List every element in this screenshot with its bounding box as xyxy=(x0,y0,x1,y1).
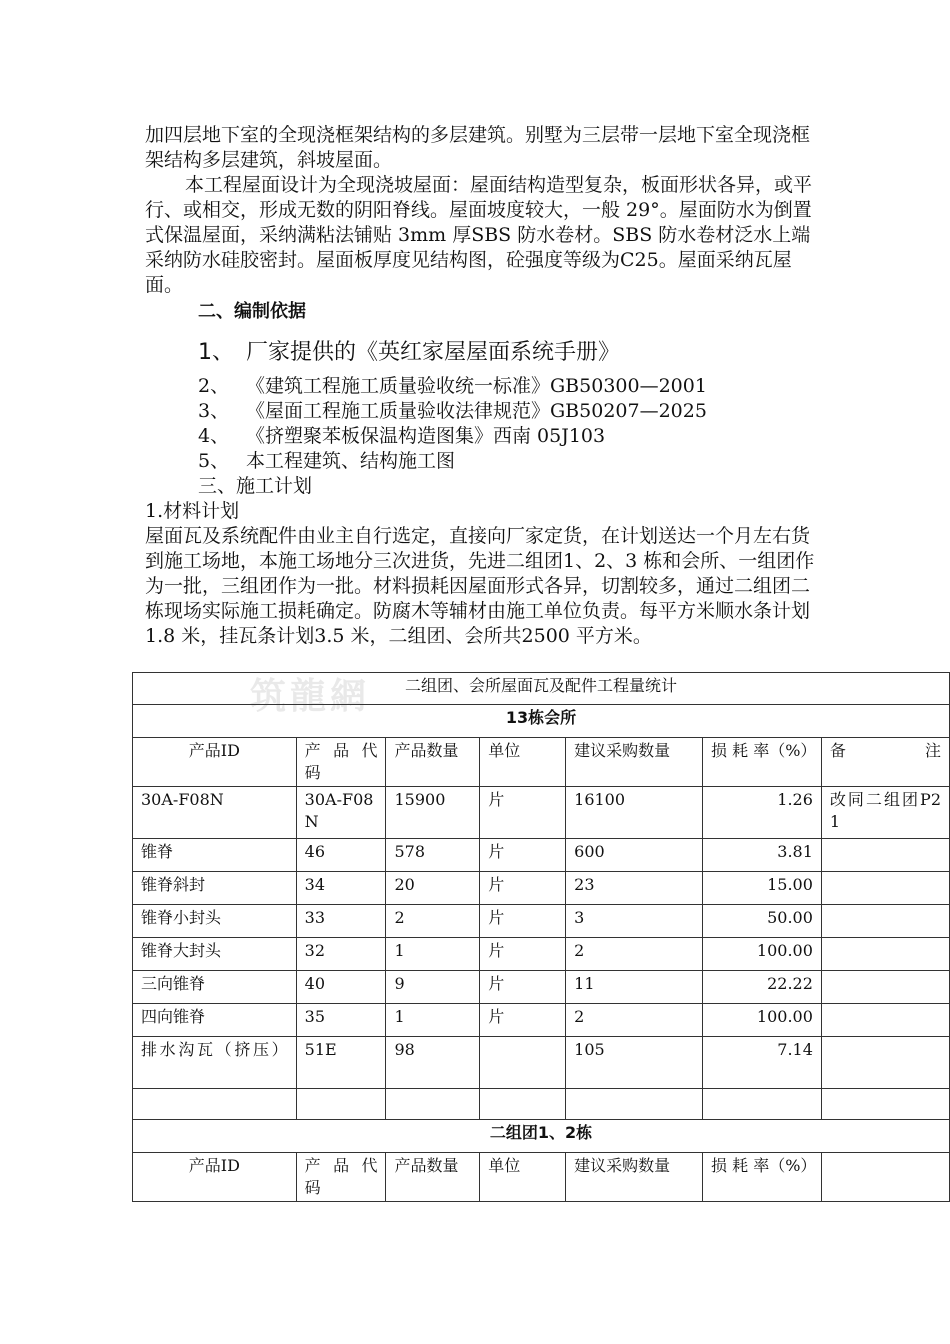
table-cell: 578 xyxy=(386,839,480,872)
table-cell: 22.22 xyxy=(703,971,822,1004)
basis-item-text: 厂家提供的《英红家屋屋面系统手册》 xyxy=(246,340,621,365)
table-cell: 锥脊大封头 xyxy=(133,938,297,971)
section-heading-plan: 三、施工计划 xyxy=(198,475,313,497)
column-header: 建议采购数量 xyxy=(566,1153,703,1202)
table-title-row xyxy=(133,673,950,705)
table-cell: 片 xyxy=(480,787,566,839)
column-header: 产 品 代码 xyxy=(296,738,386,787)
basis-item-text: 本工程建筑、结构施工图 xyxy=(246,450,456,472)
table-cell: 35 xyxy=(296,1004,386,1037)
table-cell xyxy=(821,839,949,872)
table-cell: 1.26 xyxy=(703,787,822,839)
table-cell: 2 xyxy=(566,938,703,971)
basis-item-text: 《屋面工程施工质量验收法律规范》GB50207—2025 xyxy=(246,400,707,422)
table-cell: 33 xyxy=(296,905,386,938)
table-cell: 51E xyxy=(296,1037,386,1089)
table-cell: 3.81 xyxy=(703,839,822,872)
table-cell: 锥脊斜封 xyxy=(133,872,297,905)
table-cell: 2 xyxy=(386,905,480,938)
quantity-table xyxy=(132,672,950,1202)
table-row xyxy=(133,1004,950,1037)
section-heading-basis: 二、编制依据 xyxy=(198,301,306,322)
column-header: 产品数量 xyxy=(386,738,480,787)
table-cell: 三向锥脊 xyxy=(133,971,297,1004)
table-cell xyxy=(480,1037,566,1089)
table-header-row xyxy=(133,1153,950,1202)
column-header: 产品ID xyxy=(133,1153,297,1202)
table-row xyxy=(133,787,950,839)
table-cell: 锥脊小封头 xyxy=(133,905,297,938)
table-cell: 20 xyxy=(386,872,480,905)
table-cell xyxy=(386,1089,480,1120)
table-cell xyxy=(821,1153,949,1202)
table-cell: 锥脊 xyxy=(133,839,297,872)
table-section-row xyxy=(133,1120,950,1153)
table-cell: 1 xyxy=(386,938,480,971)
column-header: 损 耗 率（%） xyxy=(703,738,822,787)
table-cell: 片 xyxy=(480,1004,566,1037)
table-cell: 16100 xyxy=(566,787,703,839)
intro-paragraph-2-text: 本工程屋面设计为全现浇坡屋面：屋面结构造型复杂，板面形状各异，或平行、或相交，形成无数的阴阳脊线。屋面坡度较大，一般 29°。屋面防水为倒置式保温屋面，采纳满粘法铺贴 3mm 厚SBS 防水卷材。SBS 防水卷材泛水上端采纳防水硅胶密封。屋面板厚度见结构图，砼强度等级为C25。屋面采纳瓦屋面。 xyxy=(145,174,813,296)
table-cell: 32 xyxy=(296,938,386,971)
table-row xyxy=(133,1037,950,1089)
table-section-row xyxy=(133,705,950,738)
table-cell: 9 xyxy=(386,971,480,1004)
table-section-title: 二组团1、2栋 xyxy=(133,1120,950,1153)
table-row xyxy=(133,839,950,872)
table-cell: 40 xyxy=(296,971,386,1004)
table-cell xyxy=(296,1089,386,1120)
table-cell: 15900 xyxy=(386,787,480,839)
intro-paragraph-1: 加四层地下室的全现浇框架结构的多层建筑。别墅为三层带一层地下室全现浇框架结构多层建筑，斜坡屋面。 xyxy=(145,124,811,171)
table-cell: 34 xyxy=(296,872,386,905)
basis-item-number: 2、 xyxy=(198,375,230,397)
table-cell xyxy=(821,1037,949,1089)
table-cell: 1 xyxy=(386,1004,480,1037)
column-header: 产品数量 xyxy=(386,1153,480,1202)
basis-item-text: 《挤塑聚苯板保温构造图集》西南 05J103 xyxy=(246,425,606,447)
table-cell xyxy=(821,905,949,938)
column-header: 备 注 xyxy=(821,738,949,787)
basis-item-4 xyxy=(198,424,605,449)
intro-paragraph-2 xyxy=(145,173,815,298)
table-cell: 15.00 xyxy=(703,872,822,905)
table-cell: 改同二组团P21 xyxy=(821,787,949,839)
material-plan-paragraph: 屋面瓦及系统配件由业主自行选定，直接向厂家定货，在计划送达一个月左右货到施工场地，本施工场地分三次进货，先进二组团1、2、3 栋和会所、一组团作为一批，三组团作为一批。材料损耗因屋面形式各异，切割较多，通过二组团二栋现场实际施工损耗确定。防腐木等辅材由施工单位负责。每平方米顺水条计划 1.8 米，挂瓦条计划3.5 米，二组团、会所共2500 平方米。 xyxy=(145,525,815,647)
table-cell: 105 xyxy=(566,1037,703,1089)
basis-item-3 xyxy=(198,399,707,424)
table-row xyxy=(133,971,950,1004)
basis-item-number: 1、 xyxy=(198,340,234,365)
table-row-empty xyxy=(133,1089,950,1120)
table-row xyxy=(133,938,950,971)
table-cell xyxy=(480,1089,566,1120)
material-plan-heading: 1.材料计划 xyxy=(145,500,240,522)
table-cell xyxy=(821,971,949,1004)
table-cell xyxy=(821,872,949,905)
table-cell xyxy=(821,1089,949,1120)
watermark-logo: 筑龍網 xyxy=(250,676,371,717)
table-row xyxy=(133,905,950,938)
table-cell xyxy=(821,1004,949,1037)
table-cell xyxy=(566,1089,703,1120)
column-header: 建议采购数量 xyxy=(566,738,703,787)
table-cell xyxy=(821,938,949,971)
basis-item-5 xyxy=(198,449,455,474)
basis-item-number: 3、 xyxy=(198,400,230,422)
basis-item-1 xyxy=(198,338,620,368)
table-cell: 片 xyxy=(480,905,566,938)
column-header: 损 耗 率（%） xyxy=(703,1153,822,1202)
table-cell: 7.14 xyxy=(703,1037,822,1089)
table-cell: 98 xyxy=(386,1037,480,1089)
table-cell: 片 xyxy=(480,971,566,1004)
table-cell: 600 xyxy=(566,839,703,872)
column-header: 产 品 代码 xyxy=(296,1153,386,1202)
table-cell: 排水沟瓦（挤压） xyxy=(133,1037,297,1089)
table-cell: 四向锥脊 xyxy=(133,1004,297,1037)
basis-item-text: 《建筑工程施工质量验收统一标准》GB50300—2001 xyxy=(246,375,707,397)
table-row xyxy=(133,872,950,905)
table-title: 二组团、会所屋面瓦及配件工程量统计 xyxy=(133,673,950,705)
table-header-row xyxy=(133,738,950,787)
table-section-title: 13栋会所 xyxy=(133,705,950,738)
table-cell: 46 xyxy=(296,839,386,872)
basis-item-number: 5、 xyxy=(198,450,230,472)
column-header: 产品ID xyxy=(133,738,297,787)
table-cell: 30A-F08N xyxy=(133,787,297,839)
table-cell: 片 xyxy=(480,938,566,971)
table-cell xyxy=(133,1089,297,1120)
column-header: 单位 xyxy=(480,738,566,787)
column-header: 单位 xyxy=(480,1153,566,1202)
table-cell: 3 xyxy=(566,905,703,938)
basis-item-number: 4、 xyxy=(198,425,230,447)
table-cell: 片 xyxy=(480,839,566,872)
table-cell: 100.00 xyxy=(703,938,822,971)
table-cell: 30A-F08N xyxy=(296,787,386,839)
basis-item-2 xyxy=(198,374,707,399)
table-cell: 100.00 xyxy=(703,1004,822,1037)
table-cell: 23 xyxy=(566,872,703,905)
table-cell: 11 xyxy=(566,971,703,1004)
table-cell: 片 xyxy=(480,872,566,905)
table-cell: 50.00 xyxy=(703,905,822,938)
table-cell xyxy=(703,1089,822,1120)
table-cell: 2 xyxy=(566,1004,703,1037)
